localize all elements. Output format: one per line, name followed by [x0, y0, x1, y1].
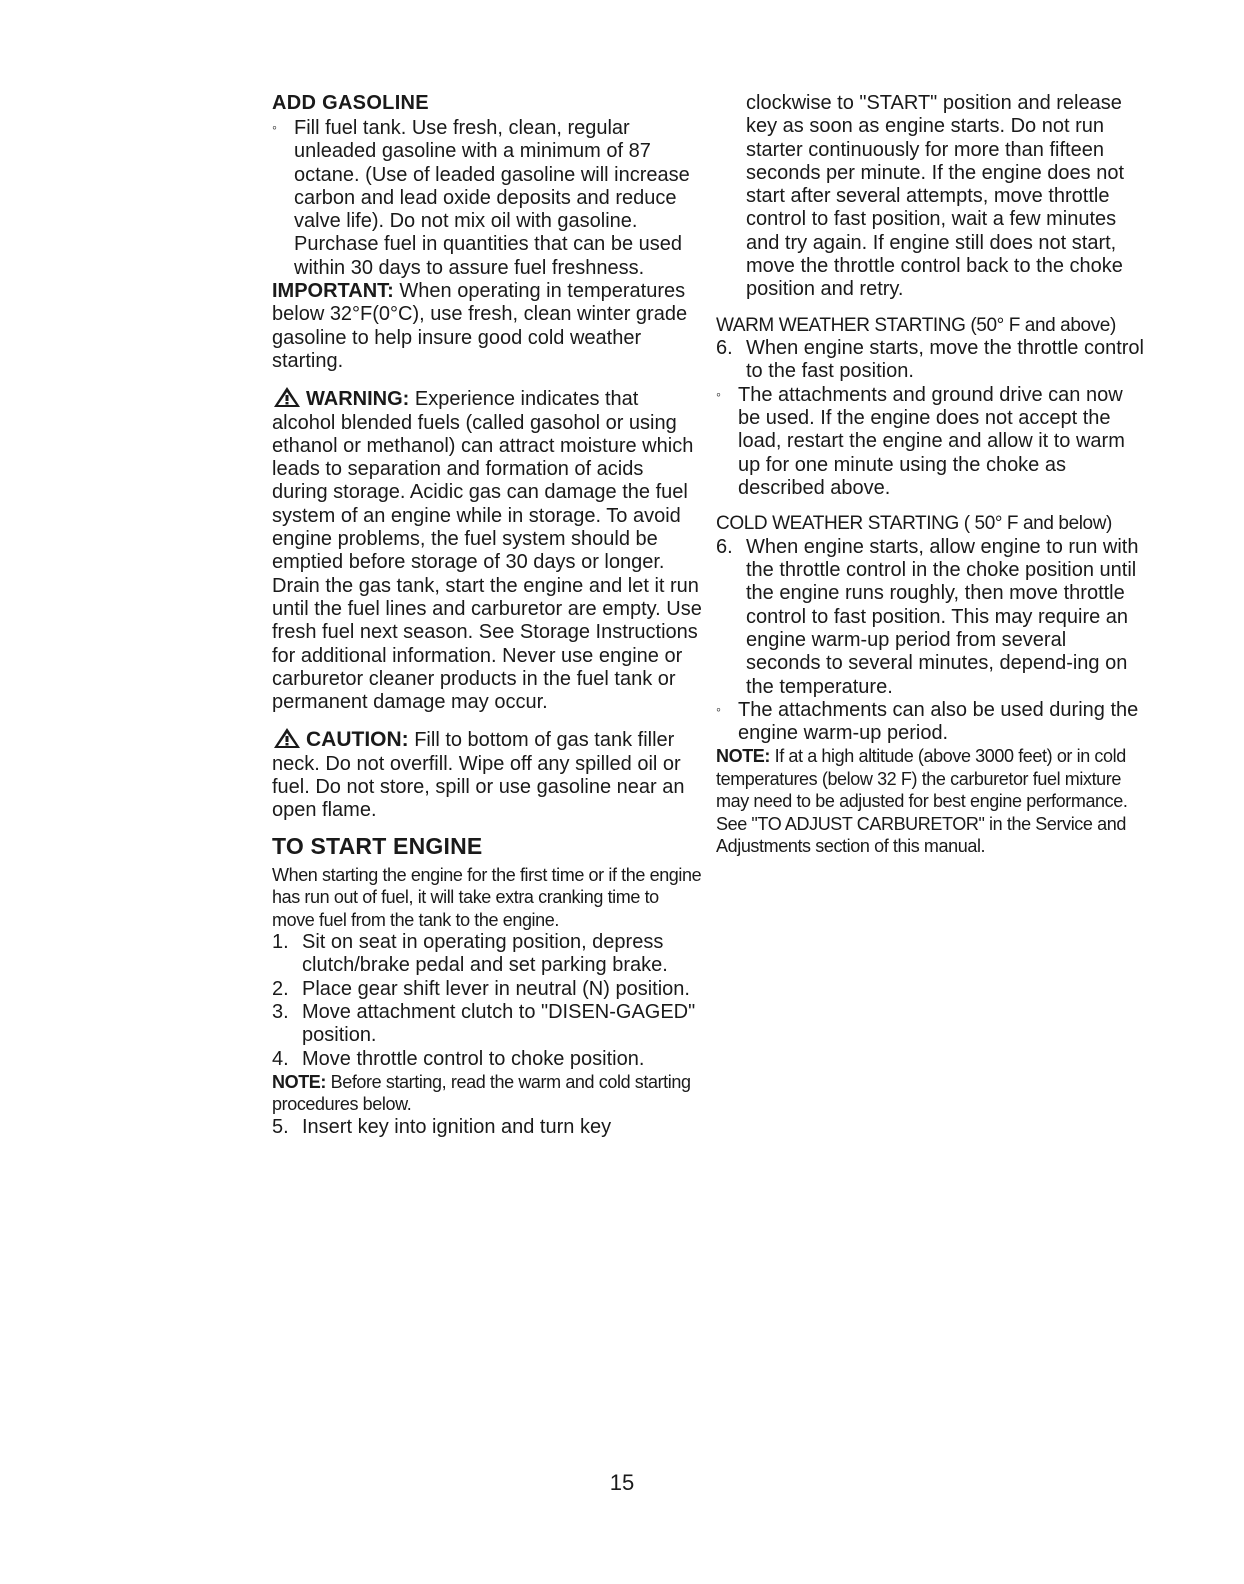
caution-icon [272, 727, 302, 749]
note-paragraph [272, 1071, 702, 1116]
step-text: Move throttle control to choke position. [302, 1047, 645, 1070]
warm-weather-heading: WARM WEATHER STARTING (50° F and above) [716, 314, 1116, 336]
step-text: Insert key into ignition and turn key [302, 1115, 612, 1138]
step-5-continued: clockwise to "START" position and release key as soon as engine starts. Do not run starter continuously for more than fifteen seconds per minute. If the engine does not start after several attempts, move throttle control to fast position, wait a few minutes and try again. If engine still does not start, move the throttle control back to the choke position and retry. [746, 92, 1125, 301]
step-1 [272, 931, 702, 978]
note-text: If at a high altitude (above 3000 feet) or in cold temperatures (below 32 F) the carburetor fuel mixture may need to be adjusted for best engine performance. See "TO ADJUST CARBURETOR" in the Service and Adjustments section of this manual. [716, 746, 1128, 857]
step-5 [272, 1116, 702, 1139]
warning-icon [272, 386, 302, 408]
caution-paragraph [272, 727, 702, 822]
add-gasoline-text: Fill fuel tank. Use fresh, clean, regular unleaded gasoline with a minimum of 87 octane. (Use of leaded gasoline will increase carbon and lead oxide deposits and reduce valve life). Do not mix oil with gasoline. Purchase fuel in quantities that can be used within 30 days to assure fuel freshness. [294, 117, 690, 279]
add-gasoline-heading: ADD GASOLINE [272, 92, 429, 114]
step-number: 5. [272, 1115, 289, 1138]
step-text: Place gear shift lever in neutral (N) position. [302, 977, 690, 1000]
right-column [716, 92, 1146, 858]
bullet-icon: ◦ [272, 119, 277, 135]
cold-step-6 [716, 536, 1146, 699]
cold-bullet-text: The attachments can also be used during the engine warm-up period. [738, 698, 1139, 745]
bullet-icon: ◦ [716, 385, 721, 402]
start-engine-heading: TO START ENGINE [272, 832, 483, 859]
step-text: Sit on seat in operating position, depress clutch/brake pedal and set parking brake. [302, 931, 668, 977]
step-number: 3. [272, 1001, 289, 1023]
step-3 [272, 1001, 702, 1048]
left-column [272, 92, 702, 1139]
step-text: When engine starts, move the throttle control to the fast position. [746, 337, 1144, 383]
right-note-paragraph [716, 745, 1146, 858]
cold-weather-heading: COLD WEATHER STARTING ( 50° F and below) [716, 513, 1112, 535]
step-number: 6. [716, 337, 733, 360]
start-engine-intro: When starting the engine for the first time or if the engine has run out of fuel, it will take extra cranking time to move fuel from the tank to the engine. [272, 864, 702, 930]
note-label: NOTE: [716, 746, 770, 767]
caution-label: CAUTION: [306, 728, 409, 752]
warning-paragraph [272, 386, 702, 714]
step-number: 1. [272, 931, 289, 954]
cold-bullet [716, 699, 1146, 746]
important-label: IMPORTANT: [272, 280, 394, 303]
step-number: 2. [272, 977, 289, 1000]
step-text: Move attachment clutch to "DISEN-GAGED" position. [302, 1001, 696, 1047]
bullet-icon: ◦ [716, 700, 721, 717]
page-number: 15 [609, 1470, 635, 1495]
step-text: When engine starts, allow engine to run with the throttle control in the choke position until the engine runs roughly, then move throttle control to fast position. This may require an engine warm-up period from several seconds to several minutes, depend-ing on the temperature. [746, 535, 1139, 698]
note-text: Before starting, read the warm and cold starting procedures below. [272, 1071, 691, 1115]
warning-text: Experience indicates that alcohol blended fuels (called gasohol or using ethanol or methanol) can attract moisture which leads to separation and formation of acids during storage. Acidic gas can damage the fuel system of an engine while in storage. To avoid engine problems, the fuel system should be emptied before storage of 30 days or longer. Drain the gas tank, start the engine and let it run until the fuel lines and carburetor are empty. Use fresh fuel next season. See Storage Instructions for additional information. Never use engine or carburetor cleaner products in the fuel tank or permanent damage may occur. [272, 388, 702, 714]
important-paragraph [272, 280, 702, 373]
caution-text: Fill to bottom of gas tank filler neck. Do not overfill. Wipe off any spilled oil or fuel. Do not store, spill or use gasoline near an open flame. [272, 729, 685, 822]
warning-label: WARNING: [306, 388, 410, 411]
step-4 [272, 1048, 702, 1071]
note-label: NOTE: [272, 1071, 326, 1092]
step-2 [272, 978, 702, 1001]
step-number: 6. [716, 535, 733, 558]
add-gasoline-bullet [272, 117, 702, 280]
step-number: 4. [272, 1047, 289, 1070]
warm-bullet-text: The attachments and ground drive can now be used. If the engine does not accept the load, restart the engine and allow it to warm up for one minute using the choke as described above. [738, 383, 1125, 499]
warm-step-6 [716, 337, 1146, 384]
important-text: When operating in temperatures below 32°F(0°C), use fresh, clean winter grade gasoline to help insure good cold weather starting. [272, 280, 688, 372]
warm-bullet [716, 384, 1146, 500]
